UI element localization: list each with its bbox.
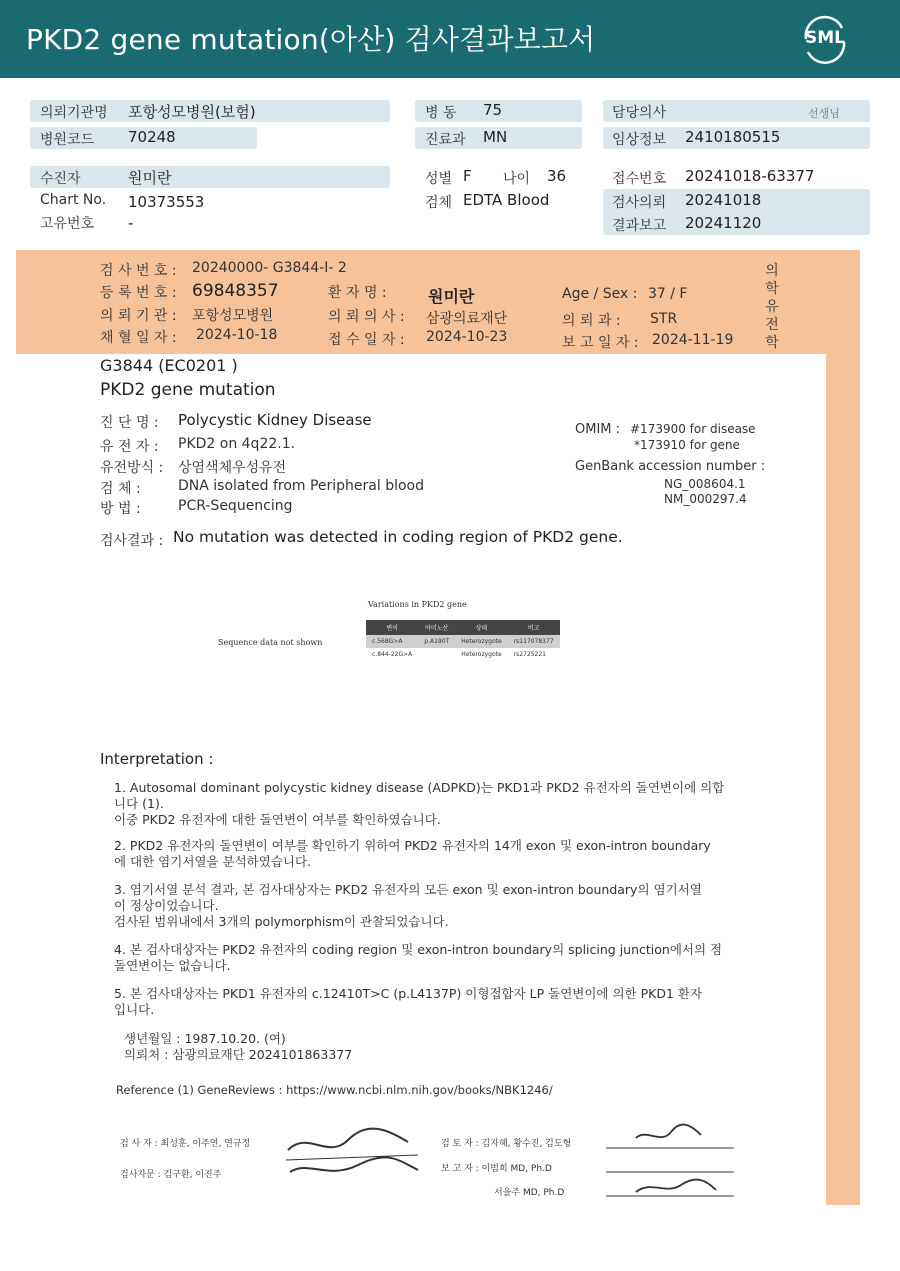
col-header: 변이: [366, 620, 418, 635]
test-no-label: 검 사 번 호 :: [100, 263, 177, 279]
interp-line: 입니다.: [114, 1002, 155, 1017]
scan-right-margin: [826, 250, 860, 1205]
referrer: 의뢰처 : 삼광의료재단 2024101863377: [124, 1047, 353, 1062]
method-label: 방 법 :: [100, 501, 141, 517]
table-cell: rs117078377: [508, 635, 560, 648]
reviewer: 검 토 자 : 김자혜, 황수진, 김도형: [441, 1139, 572, 1149]
report-value: 20241120: [685, 214, 762, 232]
inheritance-label: 유전방식 :: [100, 460, 164, 476]
omim-gene: *173910 for gene: [634, 438, 740, 452]
physician-label: 의 뢰 의 사 :: [328, 309, 405, 325]
sex-value: F: [463, 167, 472, 185]
omim-disease: #173900 for disease: [630, 422, 756, 436]
dept-label: 진료과: [425, 132, 466, 148]
draw-label: 채 혈 일 자 :: [100, 330, 177, 346]
variations-table: [366, 620, 560, 661]
physician-value: 삼광의료재단: [426, 311, 508, 327]
ward-value: 75: [483, 101, 503, 119]
req-dept-label: 의 뢰 과 :: [562, 313, 621, 329]
reporter-2: 서을주 MD, Ph.D: [494, 1188, 565, 1198]
recv-label: 접 수 일 자 :: [328, 332, 405, 348]
variations-title: Variations in PKD2 gene: [368, 600, 467, 609]
specimen-value: EDTA Blood: [463, 191, 550, 209]
scanned-report: [16, 250, 860, 1205]
genbank-label: GenBank accession number :: [575, 459, 766, 474]
inheritance-value: 상염색체우성유전: [178, 460, 287, 476]
code-value: 70248: [128, 128, 176, 146]
date-of-birth: 생년월일 : 1987.10.20. (여): [124, 1031, 286, 1046]
receipt-value: 20241018-63377: [685, 167, 815, 185]
patient-row: [30, 166, 390, 188]
report-label: 결과보고: [612, 218, 667, 234]
table-cell: [418, 648, 455, 661]
agesex-value: 37 / F: [648, 286, 688, 302]
sequence-note: Sequence data not shown: [218, 638, 323, 647]
clinical-label: 임상정보: [612, 132, 667, 148]
report-header: [0, 0, 900, 78]
variations-header-row: [366, 620, 560, 635]
sml-logo: [798, 12, 852, 66]
interp-line: 2. PKD2 유전자의 돌연변이 여부를 확인하기 위하여 PKD2 유전자의 14개 exon 및 exon-intron boundary: [114, 838, 711, 853]
specimen-value: DNA isolated from Peripheral blood: [178, 478, 425, 494]
sex-label: 성별: [425, 171, 453, 187]
interp-line: 돌연변이는 없습니다.: [114, 958, 231, 973]
draw-value: 2024-10-18: [196, 327, 278, 343]
chart-label: Chart No.: [40, 192, 107, 208]
interp-line: 5. 본 검사대상자는 PKD1 유전자의 c.12410T>C (p.L4137P) 이형접합자 LP 돌연변이에 의한 PKD1 환자: [114, 986, 703, 1001]
test-name: PKD2 gene mutation: [100, 380, 276, 400]
table-row: [366, 648, 560, 661]
test-no-value: 20240000- G3844-I- 2: [192, 260, 347, 276]
report-date-label: 보 고 일 자 :: [562, 335, 639, 351]
examiner: 검 사 자 : 최성훈, 이주연, 연규정: [120, 1139, 251, 1149]
patient-name-label: 환 자 명 :: [328, 285, 387, 301]
interp-line: 이중 PKD2 유전자에 대한 돌연변이 여부를 확인하였습니다.: [114, 812, 441, 827]
interp-line: 검사된 범위내에서 3개의 polymorphism이 관찰되었습니다.: [114, 914, 449, 929]
hospital-label: 의뢰기관명: [40, 105, 108, 121]
logo-text: SML: [805, 28, 845, 48]
result-label: 검사결과 :: [100, 533, 164, 549]
result-value: No mutation was detected in coding region of PKD2 gene.: [173, 528, 623, 546]
reg-no-value: 69848357: [192, 281, 279, 301]
gene-label: 유 전 자 :: [100, 439, 159, 455]
chart-value: 10373553: [128, 193, 205, 211]
omim-label: OMIM :: [575, 422, 621, 437]
clinical-value: 2410180515: [685, 128, 781, 146]
req-dept-value: STR: [650, 311, 678, 327]
age-label: 나이: [503, 171, 531, 187]
hospital-value: 포항성모병원(보험): [128, 103, 256, 121]
dept-value: MN: [483, 128, 508, 146]
table-cell: rs2725221: [513, 651, 546, 658]
interp-line: 니다 (1).: [114, 796, 164, 811]
interp-line: 이 정상이었습니다.: [114, 898, 219, 913]
agesex-label: Age / Sex :: [562, 286, 638, 302]
request-label: 검사의뢰: [612, 195, 667, 211]
table-cell: p.A190T: [418, 635, 455, 648]
reg-no-label: 등 록 번 호 :: [100, 285, 177, 301]
reference: Reference (1) GeneReviews : https://www.ncbi.nlm.nih.gov/books/NBK1246/: [116, 1083, 553, 1097]
inst-value: 포항성모병원: [192, 308, 274, 324]
receipt-label: 접수번호: [612, 171, 667, 187]
col-header: 상태: [455, 620, 507, 635]
ward-label: 병 동: [425, 105, 457, 121]
patient-name-value: 원미란: [428, 287, 475, 306]
doctor-value: 선생님: [808, 107, 840, 120]
doctor-label: 담당의사: [612, 105, 667, 121]
patient-label: 수진자: [40, 171, 81, 187]
test-code: G3844 (EC0201 ): [100, 356, 238, 375]
genbank-nm: NM_000297.4: [664, 492, 747, 506]
table-cell: c.844-22G>A: [372, 651, 413, 658]
specimen-label: 검체: [425, 195, 453, 211]
gene-value: PKD2 on 4q22.1.: [178, 436, 296, 452]
specimen-label: 검 체 :: [100, 481, 141, 497]
report-date-value: 2024-11-19: [652, 332, 734, 348]
patient-value: 원미란: [128, 169, 172, 187]
table-cell: c.568G>A: [366, 635, 418, 648]
interp-line: 1. Autosomal dominant polycystic kidney disease (ADPKD)는 PKD1과 PKD2 유전자의 돌연변이에 의합: [114, 780, 725, 795]
inst-label: 의 뢰 기 관 :: [100, 308, 177, 324]
examiner-signature: [278, 1120, 428, 1190]
table-cell: Heterozygote: [455, 635, 507, 648]
method-value: PCR-Sequencing: [178, 498, 293, 514]
code-label: 병원코드: [40, 132, 95, 148]
interp-line: 에 대한 염기서열을 분석하였습니다.: [114, 854, 312, 869]
diagnosis-value: Polycystic Kidney Disease: [178, 411, 372, 429]
reviewer-signature: [606, 1120, 736, 1200]
unique-value: -: [128, 214, 134, 232]
advisor: 검사자문 : 김구환, 이진주: [120, 1170, 222, 1180]
request-value: 20241018: [685, 191, 762, 209]
table-row: [366, 635, 560, 648]
recv-value: 2024-10-23: [426, 329, 508, 345]
age-value: 36: [547, 167, 567, 185]
col-header: 아미노산: [418, 620, 455, 635]
interp-line: 4. 본 검사대상자는 PKD2 유전자의 coding region 및 exon-intron boundary의 splicing junction에서의 점: [114, 942, 723, 957]
unique-label: 고유번호: [40, 216, 95, 232]
diagnosis-label: 진 단 명 :: [100, 415, 159, 431]
genbank-ng: NG_008604.1: [664, 477, 746, 491]
reporter: 보 고 자 : 이범희 MD, Ph.D: [441, 1164, 552, 1174]
report-title: PKD2 gene mutation(아산) 검사결과보고서: [26, 23, 596, 56]
col-header: 비고: [508, 620, 560, 635]
interpretation-title: Interpretation :: [100, 750, 214, 768]
table-cell: Heterozygote: [461, 651, 502, 658]
interp-line: 3. 염기서열 분석 결과, 본 검사대상자는 PKD2 유전자의 모든 exon 및 exon-intron boundary의 염기서열: [114, 882, 702, 897]
scan-vertical-label: 의학유전학: [765, 263, 779, 351]
